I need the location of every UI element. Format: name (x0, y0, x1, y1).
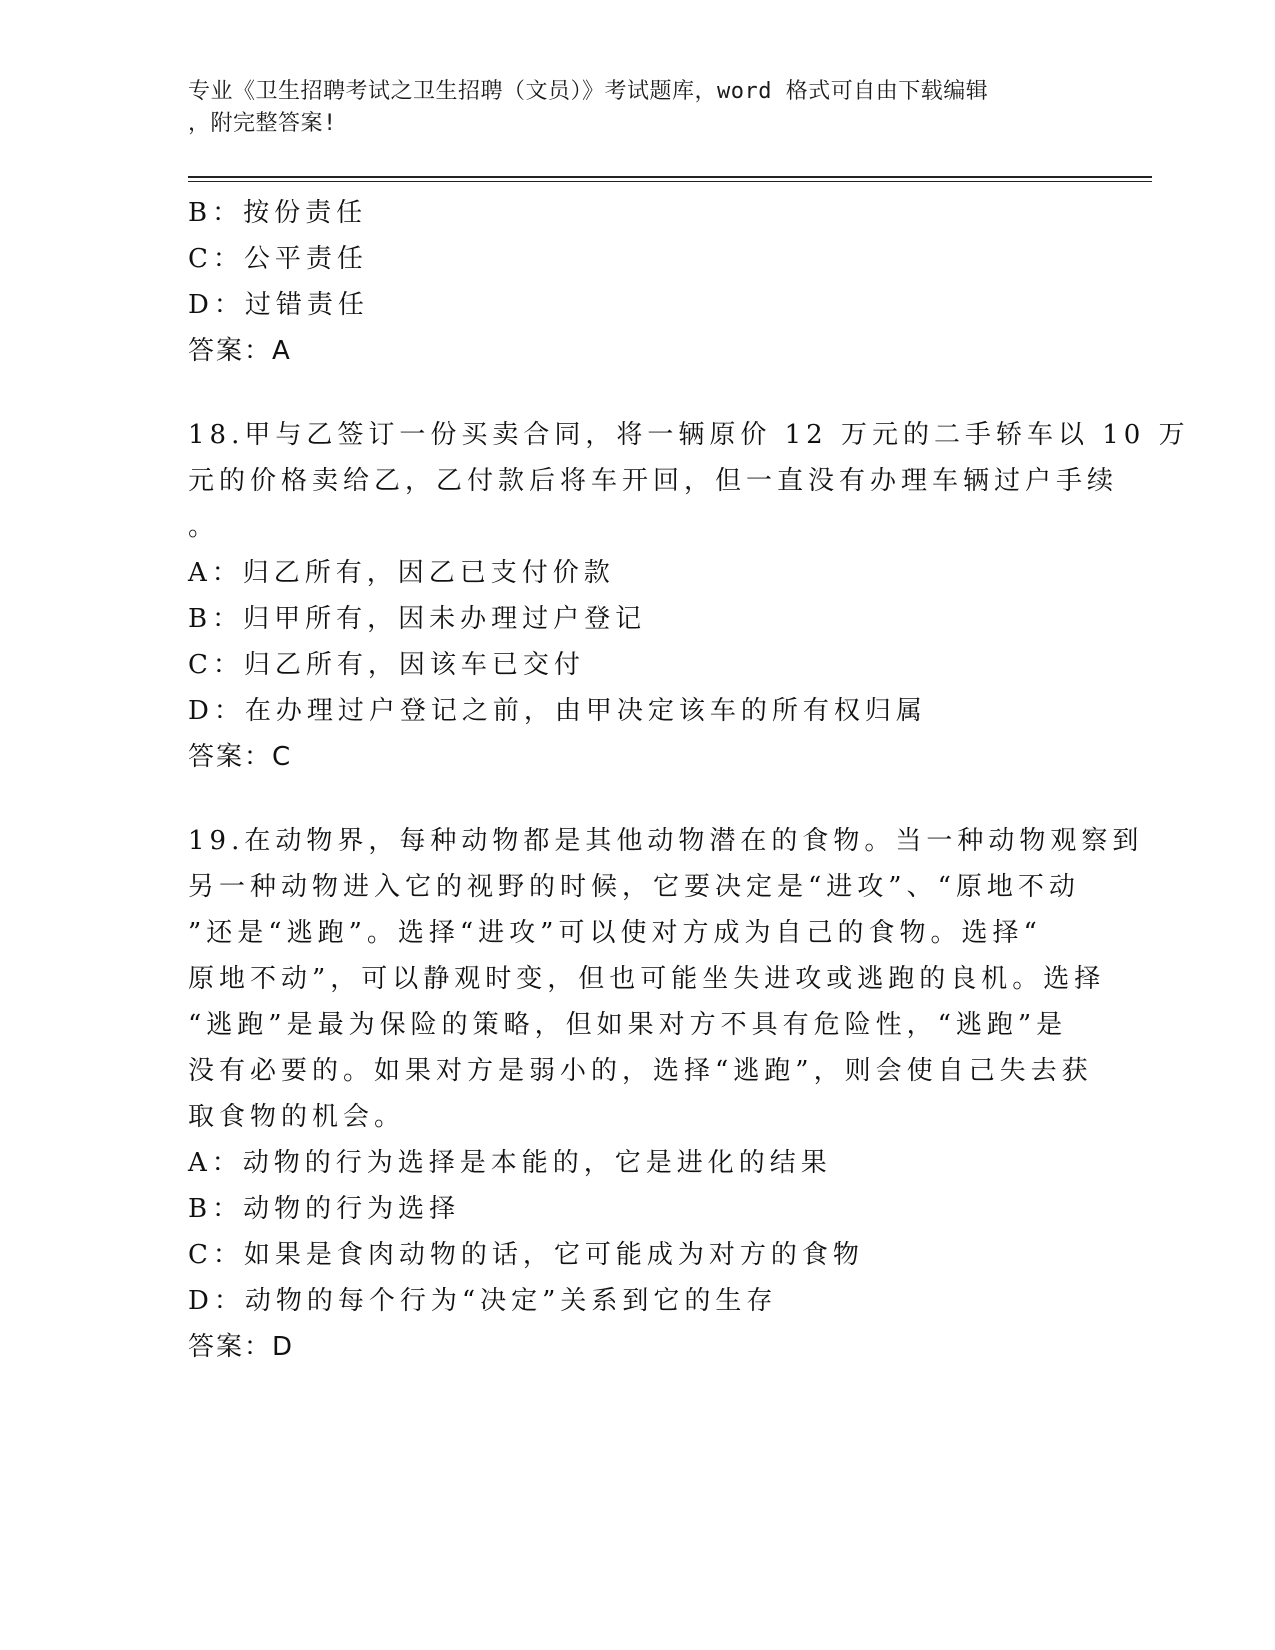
question-text-line: 元的价格卖给乙，乙付款后将车开回，但一直没有办理车辆过户手续 (188, 466, 1119, 496)
question-18 (188, 412, 1190, 780)
option-c: C：归乙所有，因该车已交付 (188, 650, 585, 680)
question-text-line: ”还是“逃跑”。选择“进攻”可以使对方成为自己的食物。选择“ (188, 918, 1042, 948)
question-text-line: “逃跑”是最为保险的策略，但如果对方不具有危险性，“逃跑”是 (188, 1010, 1068, 1040)
answer-line: 答案：A (188, 336, 292, 366)
answer-line: 答案：D (188, 1332, 295, 1362)
question-text-line: 没有必要的。如果对方是弱小的，选择“逃跑”，则会使自己失去获 (188, 1056, 1093, 1086)
option-a: A：动物的行为选择是本能的，它是进化的结果 (188, 1148, 832, 1178)
page-header (188, 76, 1078, 140)
spacer (188, 780, 1068, 818)
question-text-line: 18.甲与乙签订一份买卖合同，将一辆原价 12 万元的二手轿车以 10 万 (188, 420, 1190, 450)
header-line-2: ，附完整答案! (188, 111, 337, 136)
answer-line: 答案：C (188, 742, 293, 772)
question-text-line: 原地不动”，可以静观时变，但也可能坐失进攻或逃跑的良机。选择 (188, 964, 1106, 994)
option-b: B：归甲所有，因未办理过户登记 (188, 604, 647, 634)
option-d: D：在办理过户登记之前，由甲决定该车的所有权归属 (188, 696, 927, 726)
question-text (188, 412, 1190, 550)
question-text-line: 19.在动物界，每种动物都是其他动物潜在的食物。当一种动物观察到 (188, 826, 1144, 856)
option-c: C：公平责任 (188, 244, 368, 274)
question-content (188, 190, 1190, 1370)
question-text (188, 818, 1144, 1140)
header-line-1: 专业《卫生招聘考试之卫生招聘（文员）》考试题库，word 格式可自由下载编辑 (188, 79, 989, 104)
question-text-line: 另一种动物进入它的视野的时候，它要决定是“进攻”、“原地不动 (188, 872, 1080, 902)
question-text-line: 。 (188, 512, 220, 542)
question-19 (188, 818, 1144, 1370)
option-d: D：过错责任 (188, 290, 369, 320)
option-c: C：如果是食肉动物的话，它可能成为对方的食物 (188, 1240, 864, 1270)
option-d: D：动物的每个行为“决定”关系到它的生存 (188, 1286, 778, 1316)
option-b: B：按份责任 (188, 198, 368, 228)
question-text-line: 取食物的机会。 (188, 1102, 406, 1132)
option-a: A：归乙所有，因乙已支付价款 (188, 558, 615, 588)
question-17 (188, 190, 1068, 374)
option-b: B：动物的行为选择 (188, 1194, 461, 1224)
spacer (188, 374, 1068, 412)
header-divider (188, 176, 1152, 182)
